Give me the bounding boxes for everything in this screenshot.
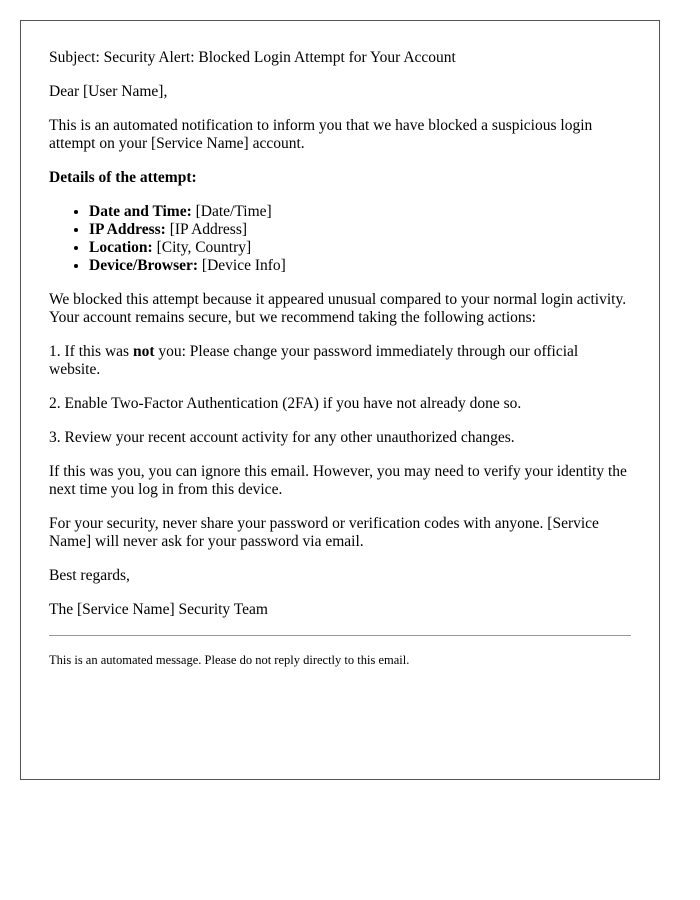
footer-divider	[49, 635, 631, 636]
email-subject: Subject: Security Alert: Blocked Login Attempt for Your Account	[49, 49, 456, 66]
email-frame	[20, 20, 660, 780]
action-1	[49, 343, 631, 379]
detail-item-location	[89, 239, 631, 257]
footer-note: This is an automated message. Please do not reply directly to this email.	[49, 653, 410, 667]
email-greeting: Dear [User Name],	[49, 83, 168, 100]
details-list	[49, 203, 631, 275]
action-1-emphasis: not	[132, 343, 155, 360]
detail-value: [Device Info]	[198, 257, 286, 274]
closing: Best regards,	[49, 567, 130, 584]
detail-label: IP Address:	[89, 221, 166, 238]
detail-label: Location:	[89, 239, 153, 256]
detail-value: [IP Address]	[165, 221, 248, 238]
detail-item-date-time	[89, 203, 631, 221]
detail-label: Date and Time:	[89, 203, 192, 220]
if-you-paragraph: If this was you, you can ignore this email. However, you may need to verify your identity the next time you log in from this device.	[49, 463, 627, 498]
detail-value: [Date/Time]	[191, 203, 272, 220]
action-1-suffix: you: Please change your password immediately through our official website.	[49, 343, 579, 378]
action-3: 3. Review your recent account activity for any other unauthorized changes.	[49, 429, 515, 446]
security-note: For your security, never share your password or verification codes with anyone. [Service Name] will never ask for your password via email.	[49, 515, 599, 550]
details-heading: Details of the attempt:	[49, 169, 197, 186]
reason-paragraph: We blocked this attempt because it appeared unusual compared to your normal login activity. Your account remains secure, but we recommend taking the following actions:	[49, 291, 627, 326]
detail-item-ip-address	[89, 221, 631, 239]
action-2: 2. Enable Two-Factor Authentication (2FA) if you have not already done so.	[49, 395, 522, 412]
signature: The [Service Name] Security Team	[49, 601, 268, 618]
action-1-prefix: 1. If this was	[49, 343, 133, 360]
detail-label: Device/Browser:	[89, 257, 199, 274]
detail-value: [City, Country]	[152, 239, 252, 256]
email-intro: This is an automated notification to inform you that we have blocked a suspicious login attempt on your [Service Name] account.	[49, 117, 593, 152]
detail-item-device-browser	[89, 257, 631, 275]
